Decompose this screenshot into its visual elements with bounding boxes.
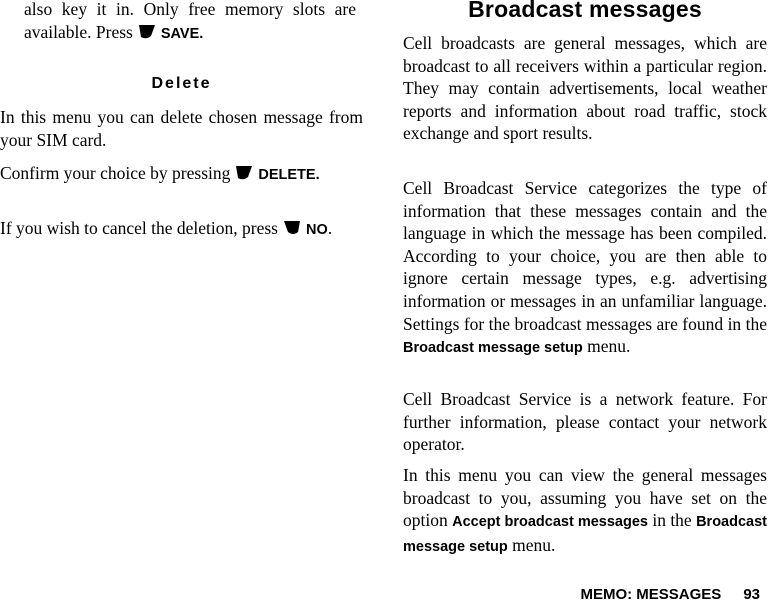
delete-paragraph-1: In this menu you can delete chosen message from your SIM card. (0, 107, 363, 150)
in-the-text: in the (652, 510, 692, 531)
menu-name-broadcast-setup-2: Broadcast message setup (403, 514, 767, 555)
save-key-label: SAVE. (160, 25, 204, 42)
menu-suffix: menu. (587, 336, 631, 357)
left-softkey-icon (234, 164, 254, 182)
page-footer (580, 586, 760, 603)
broadcast-paragraph-3: Cell Broadcast Service is a network feature. For further information, please contact your network operator. (403, 389, 767, 455)
broadcast-paragraph-2 (403, 177, 767, 360)
delete-key-label: DELETE. (258, 167, 320, 183)
footer-section: MEMO: MESSAGES (580, 586, 722, 603)
option-accept-broadcast: Accept broadcast messages (452, 514, 648, 531)
broadcast-paragraph-1: Cell broadcasts are general messages, which are broadcast to all receivers within a particular region. They may contain advertisements, local weather reports and information about road traffic, stock exchange and sport results. (403, 33, 767, 144)
right-softkey-icon (282, 219, 302, 237)
page-title: Broadcast messages (468, 0, 702, 22)
broadcast-paragraph-4 (403, 464, 767, 558)
confirm-text: Confirm your choice by pressing (0, 163, 231, 183)
section-heading-delete: Delete (151, 75, 212, 92)
delete-paragraph-2 (0, 162, 363, 187)
intro-text: also key it in. Only free memory slots are available. Press (24, 0, 356, 42)
intro-paragraph (24, 0, 356, 45)
no-key-period: . (327, 218, 333, 238)
page-number: 93 (743, 586, 760, 603)
left-softkey-icon (137, 23, 157, 41)
no-key-label: NO (305, 222, 328, 238)
delete-paragraph-3 (0, 217, 363, 242)
cancel-text: If you wish to cancel the deletion, press (0, 218, 278, 238)
menu-suffix-2: menu. (512, 534, 556, 555)
view-text: In this menu you can view the general messages broadcast to you, assuming you have set on the option (403, 465, 767, 531)
menu-name-broadcast-setup: Broadcast message setup (403, 340, 583, 357)
categorizes-text: Cell Broadcast Service categorizes the type of information that these messages contain and the language in which the message has been compiled. According to your choice, you are then able to ignore certain message types, e.g. advertising information or messages in an unfamiliar language. Settings for the broadcast messages are found in the (403, 178, 767, 334)
